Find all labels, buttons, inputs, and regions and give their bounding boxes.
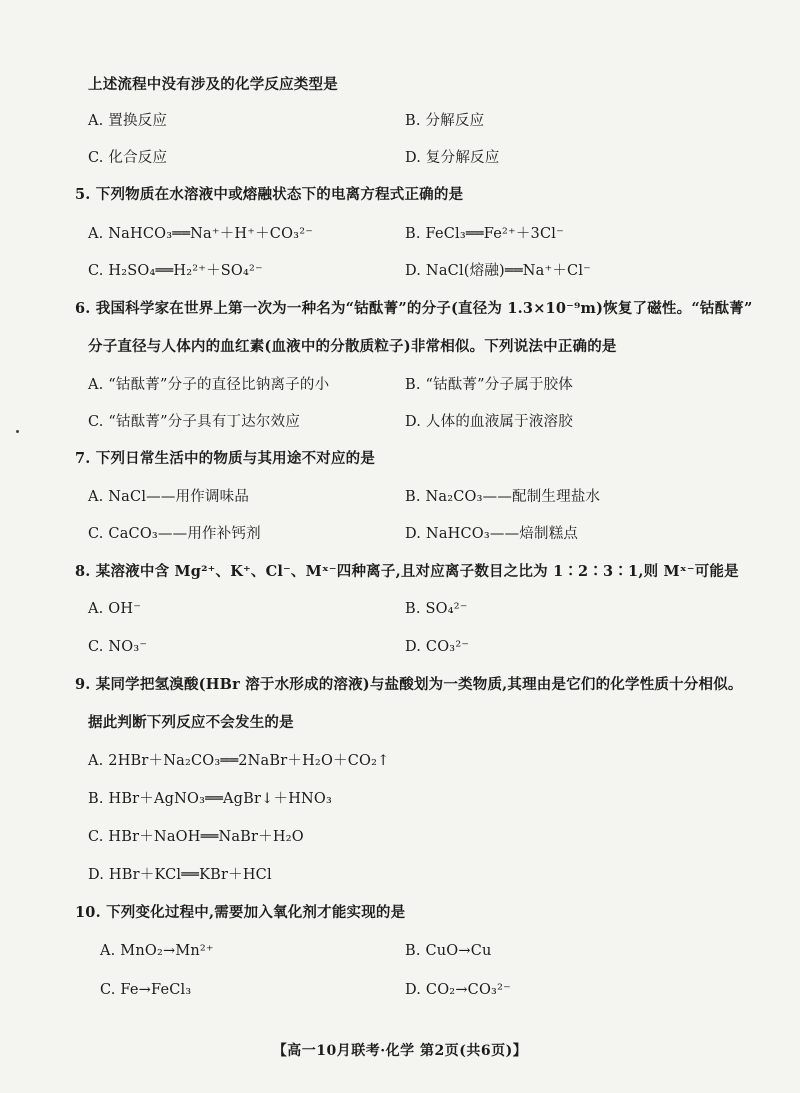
page-footer: 【高一10月联考·化学 第2页(共6页)】 bbox=[272, 1043, 528, 1059]
q6-option-c: C. “钴酞菁”分子具有丁达尔效应 bbox=[88, 414, 301, 430]
q7-option-a: A. NaCl——用作调味品 bbox=[88, 489, 250, 505]
q5-option-a: A. NaHCO₃══Na⁺＋H⁺＋CO₃²⁻ bbox=[88, 226, 314, 242]
q8-option-a: A. OH⁻ bbox=[88, 601, 142, 617]
q7-option-d: D. NaHCO₃——焙制糕点 bbox=[405, 526, 579, 542]
intro-option-c: C. 化合反应 bbox=[88, 150, 168, 166]
q6-option-d: D. 人体的血液属于液溶胶 bbox=[405, 414, 573, 430]
intro-option-b: B. 分解反应 bbox=[405, 113, 485, 129]
q6-stem-line1: 6. 我国科学家在世界上第一次为一种名为“钴酞菁”的分子(直径为 1.3×10⁻⁹m)恢复了磁性。“钴酞菁” bbox=[75, 300, 753, 317]
q10-option-a: A. MnO₂→Mn²⁺ bbox=[100, 943, 214, 959]
q10-stem: 10. 下列变化过程中,需要加入氧化剂才能实现的是 bbox=[75, 904, 406, 921]
q6-option-b: B. “钴酞菁”分子属于胶体 bbox=[405, 377, 573, 393]
q5-option-b: B. FeCl₃══Fe²⁺＋3Cl⁻ bbox=[405, 226, 564, 242]
q7-stem: 7. 下列日常生活中的物质与其用途不对应的是 bbox=[75, 450, 376, 467]
q5-option-d: D. NaCl(熔融)══Na⁺＋Cl⁻ bbox=[405, 263, 592, 279]
intro-option-a: A. 置换反应 bbox=[88, 113, 168, 129]
q9-option-d: D. HBr＋KCl══KBr＋HCl bbox=[88, 867, 272, 883]
q9-stem-line1: 9. 某同学把氢溴酸(HBr 溶于水形成的溶液)与盐酸划为一类物质,其理由是它们的化学性质十分相似。 bbox=[75, 676, 743, 693]
q8-option-b: B. SO₄²⁻ bbox=[405, 601, 468, 617]
q9-stem-line2: 据此判断下列反应不会发生的是 bbox=[88, 714, 294, 731]
q9-option-c: C. HBr＋NaOH══NaBr＋H₂O bbox=[88, 829, 304, 845]
intro-option-d: D. 复分解反应 bbox=[405, 150, 500, 166]
scan-speck bbox=[16, 430, 19, 433]
q6-stem-line2: 分子直径与人体内的血红素(血液中的分散质粒子)非常相似。下列说法中正确的是 bbox=[88, 338, 617, 355]
q7-option-b: B. Na₂CO₃——配制生理盐水 bbox=[405, 489, 601, 505]
q6-option-a: A. “钴酞菁”分子的直径比钠离子的小 bbox=[88, 377, 330, 393]
q8-option-c: C. NO₃⁻ bbox=[88, 639, 148, 655]
q8-option-d: D. CO₃²⁻ bbox=[405, 639, 470, 655]
q10-option-d: D. CO₂→CO₃²⁻ bbox=[405, 982, 511, 998]
q9-option-a: A. 2HBr＋Na₂CO₃══2NaBr＋H₂O＋CO₂↑ bbox=[88, 753, 390, 769]
q8-stem: 8. 某溶液中含 Mg²⁺、K⁺、Cl⁻、Mˣ⁻四种离子,且对应离子数目之比为 1∶2∶3∶1,则 Mˣ⁻可能是 bbox=[75, 563, 739, 580]
q10-option-c: C. Fe→FeCl₃ bbox=[100, 982, 192, 998]
intro-stem: 上述流程中没有涉及的化学反应类型是 bbox=[88, 76, 338, 93]
q7-option-c: C. CaCO₃——用作补钙剂 bbox=[88, 526, 261, 542]
q5-stem: 5. 下列物质在水溶液中或熔融状态下的电离方程式正确的是 bbox=[75, 186, 464, 203]
q5-option-c: C. H₂SO₄══H₂²⁺＋SO₄²⁻ bbox=[88, 263, 263, 279]
q10-option-b: B. CuO→Cu bbox=[405, 943, 492, 959]
q9-option-b: B. HBr＋AgNO₃══AgBr↓＋HNO₃ bbox=[88, 791, 333, 807]
